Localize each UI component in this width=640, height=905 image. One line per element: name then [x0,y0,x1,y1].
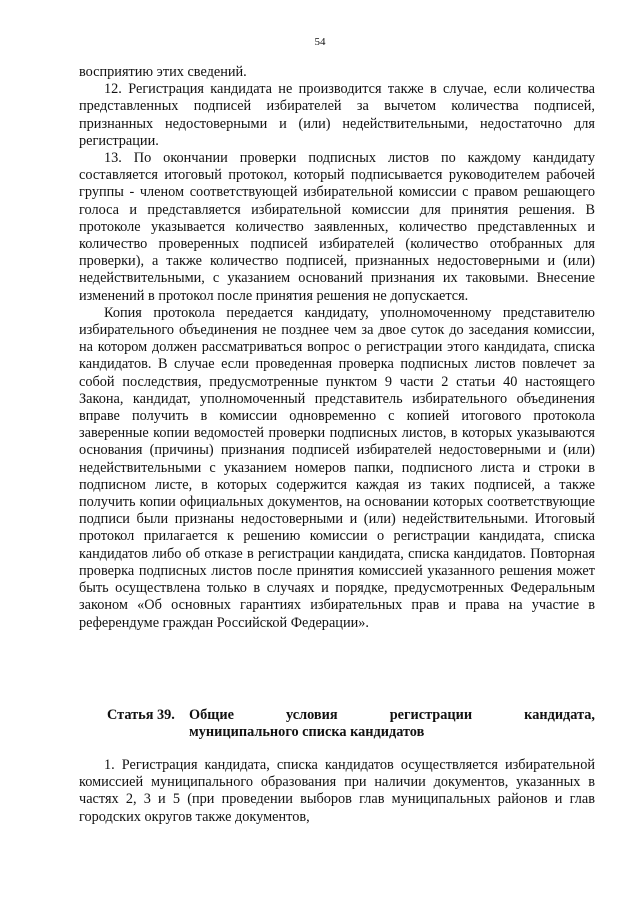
document-body [79,64,595,632]
paragraph-protocol-copy: Копия протокола передается кандидату, уполномоченному представителю избирательного объединения не позднее чем за двое суток до заседания комиссии, на котором должен рассматриваться вопрос о регистрации этого кандидата, списка кандидатов. В случае если проведенная проверка подписных листов повлечет за собой последствия, предусмотренные пунктом 9 части 2 статьи 40 настоящего Закона, кандидат, уполномоченный представитель избирательного объединения вправе получить в комиссии одновременно с копией итогового протокола заверенные копии ведомостей проверки подписных листов, в которых указываются основания (причины) признания подписей избирателей недостоверными и (или) недействительными с указанием номеров папки, подписного листа и строки в подписном листе, в которых содержится каждая из таких подписей, а также получить копии официальных документов, на основании которых соответствующие подписи были признаны недостоверными и (или) недействительными. Итоговый протокол прилагается к решению комиссии о регистрации кандидата, списка кандидатов либо об отказе в регистрации кандидата, списка кандидатов. Повторная проверка подписных листов после принятия комиссией указанного решения может быть осуществлена только в случаях и порядке, предусмотренных Федеральным законом «Об основных гарантиях избирательных прав и права на участие в референдуме граждан Российской Федерации». [79,304,595,631]
paragraph-12: 12. Регистрация кандидата не производится также в случае, если количества представленных подписей избирателей за вычетом количества подписей, признанных недостоверными и (или) недействительными, недостаточно для регистрации. [79,81,595,149]
article-title-line2: муниципального списка кандидатов [189,724,425,741]
article-title-block [189,707,595,741]
paragraph-continuation: восприятию этих сведений. [79,64,247,80]
article-number: Статья 39. [107,707,175,723]
article-title-line1: Общие условия регистрации кандидата, [189,707,595,723]
article-body [79,757,595,826]
paragraph-13: 13. По окончании проверки подписных листов по каждому кандидату составляется итоговый протокол, который подписывается руководителем рабочей группы - членом соответствующей избирательной комиссии с правом решающего голоса и представляется избирательной комиссии для принятия решения. В протоколе указывается количество заявленных, количество представленных и количество проверенных подписей избирателей (количество отобранных для проверки), а также количество подписей, признанных недостоверными и (или) недействительными, с указанием оснований признания их таковыми. Внесение изменений в протокол после принятия решения не допускается. [79,150,595,304]
article-paragraph-1: 1. Регистрация кандидата, списка кандидатов осуществляется избирательной комиссией муниципального образования при наличии документов, указанных в частях 2, 3 и 5 (при проведении выборов глав муниципальных районов и глав городских округов также документов, [79,757,595,825]
article-heading [79,707,595,741]
page-number: 54 [314,36,326,48]
